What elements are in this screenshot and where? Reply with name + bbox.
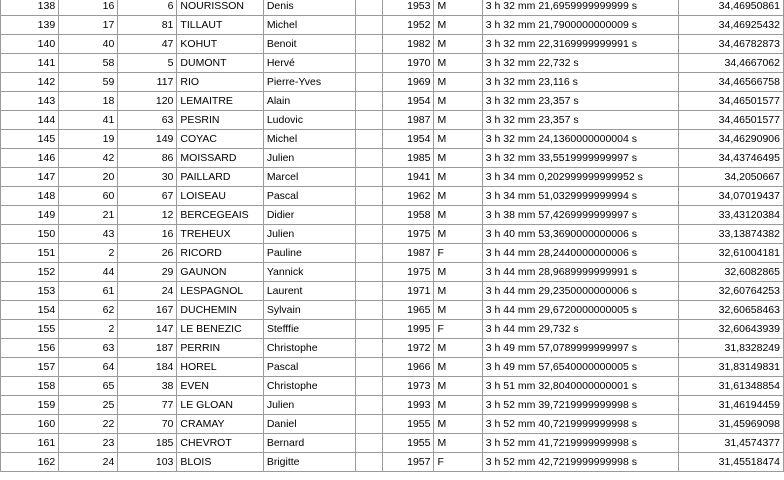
cell-sex[interactable]: M: [434, 54, 482, 73]
cell-first-name[interactable]: Hervé: [263, 54, 356, 73]
cell-overall-rank[interactable]: 157: [1, 358, 59, 377]
cell-sex[interactable]: M: [434, 168, 482, 187]
cell-speed[interactable]: 34,4667062: [679, 54, 784, 73]
cell-birth-year[interactable]: 1957: [382, 453, 434, 472]
cell-time[interactable]: 3 h 34 mm 51,0329999999994 s: [482, 187, 678, 206]
cell-bib-number[interactable]: 147: [118, 320, 177, 339]
cell-speed[interactable]: 34,46925432: [679, 16, 784, 35]
cell-empty[interactable]: [356, 73, 382, 92]
table-row: [1, 282, 784, 301]
cell-birth-year[interactable]: 1995: [382, 320, 434, 339]
cell-bib-number[interactable]: 30: [118, 168, 177, 187]
table-row: [1, 434, 784, 453]
table-row: [1, 111, 784, 130]
cell-category-rank[interactable]: 17: [59, 16, 118, 35]
cell-time[interactable]: 3 h 52 mm 42,7219999999998 s: [482, 453, 678, 472]
results-table-body: [1, 0, 784, 472]
cell-first-name[interactable]: Pascal: [263, 187, 356, 206]
cell-birth-year[interactable]: 1971: [382, 282, 434, 301]
cell-category-rank[interactable]: 2: [59, 320, 118, 339]
cell-category-rank[interactable]: 61: [59, 282, 118, 301]
cell-birth-year[interactable]: 1965: [382, 301, 434, 320]
cell-overall-rank[interactable]: 162: [1, 453, 59, 472]
cell-category-rank[interactable]: 19: [59, 130, 118, 149]
cell-speed[interactable]: 34,46782873: [679, 35, 784, 54]
cell-first-name[interactable]: Daniel: [263, 415, 356, 434]
cell-birth-year[interactable]: 1987: [382, 111, 434, 130]
cell-bib-number[interactable]: 167: [118, 301, 177, 320]
cell-sex[interactable]: M: [434, 339, 482, 358]
cell-time[interactable]: 3 h 52 mm 41,7219999999998 s: [482, 434, 678, 453]
cell-first-name[interactable]: Julien: [263, 396, 356, 415]
cell-bib-number[interactable]: 77: [118, 396, 177, 415]
cell-first-name[interactable]: Julien: [263, 225, 356, 244]
cell-category-rank[interactable]: 59: [59, 73, 118, 92]
table-row: [1, 73, 784, 92]
cell-birth-year[interactable]: 1941: [382, 168, 434, 187]
cell-sex[interactable]: M: [434, 434, 482, 453]
cell-birth-year[interactable]: 1987: [382, 244, 434, 263]
cell-empty[interactable]: [356, 149, 382, 168]
cell-sex[interactable]: M: [434, 225, 482, 244]
cell-speed[interactable]: 34,46501577: [679, 111, 784, 130]
cell-time[interactable]: 3 h 32 mm 23,116 s: [482, 73, 678, 92]
cell-speed[interactable]: 31,61348854: [679, 377, 784, 396]
cell-last-name[interactable]: HOREL: [177, 358, 263, 377]
table-row: [1, 377, 784, 396]
cell-last-name[interactable]: GAUNON: [177, 263, 263, 282]
cell-time[interactable]: 3 h 49 mm 57,0789999999997 s: [482, 339, 678, 358]
cell-empty[interactable]: [356, 263, 382, 282]
cell-first-name[interactable]: Ludovic: [263, 111, 356, 130]
cell-empty[interactable]: [356, 92, 382, 111]
cell-sex[interactable]: M: [434, 130, 482, 149]
cell-first-name[interactable]: Michel: [263, 130, 356, 149]
cell-category-rank[interactable]: 41: [59, 111, 118, 130]
cell-category-rank[interactable]: 16: [59, 0, 118, 16]
cell-speed[interactable]: 34,43746495: [679, 149, 784, 168]
table-row: [1, 301, 784, 320]
table-row: [1, 244, 784, 263]
cell-last-name[interactable]: RICORD: [177, 244, 263, 263]
cell-sex[interactable]: M: [434, 415, 482, 434]
table-row: [1, 225, 784, 244]
cell-speed[interactable]: 31,4574377: [679, 434, 784, 453]
cell-speed[interactable]: 32,60764253: [679, 282, 784, 301]
cell-category-rank[interactable]: 43: [59, 225, 118, 244]
cell-first-name[interactable]: Laurent: [263, 282, 356, 301]
cell-bib-number[interactable]: 184: [118, 358, 177, 377]
table-row: [1, 453, 784, 472]
cell-last-name[interactable]: PAILLARD: [177, 168, 263, 187]
cell-overall-rank[interactable]: 138: [1, 0, 59, 16]
cell-first-name[interactable]: Alain: [263, 92, 356, 111]
cell-first-name[interactable]: Pauline: [263, 244, 356, 263]
cell-category-rank[interactable]: 20: [59, 168, 118, 187]
cell-first-name[interactable]: Denis: [263, 0, 356, 16]
cell-sex[interactable]: M: [434, 16, 482, 35]
cell-birth-year[interactable]: 1952: [382, 16, 434, 35]
cell-time[interactable]: 3 h 52 mm 39,7219999999998 s: [482, 396, 678, 415]
cell-speed[interactable]: 34,46950861: [679, 0, 784, 16]
cell-empty[interactable]: [356, 339, 382, 358]
cell-sex[interactable]: M: [434, 149, 482, 168]
cell-empty[interactable]: [356, 396, 382, 415]
cell-empty[interactable]: [356, 16, 382, 35]
cell-time[interactable]: 3 h 44 mm 29,732 s: [482, 320, 678, 339]
cell-sex[interactable]: M: [434, 358, 482, 377]
cell-overall-rank[interactable]: 153: [1, 282, 59, 301]
cell-empty[interactable]: [356, 434, 382, 453]
table-row: [1, 54, 784, 73]
cell-last-name[interactable]: PESRIN: [177, 111, 263, 130]
cell-empty[interactable]: [356, 0, 382, 16]
cell-speed[interactable]: 31,8328249: [679, 339, 784, 358]
cell-speed[interactable]: 34,46290906: [679, 130, 784, 149]
cell-category-rank[interactable]: 58: [59, 54, 118, 73]
cell-speed[interactable]: 32,6082865: [679, 263, 784, 282]
cell-category-rank[interactable]: 23: [59, 434, 118, 453]
cell-time[interactable]: 3 h 38 mm 57,4269999999997 s: [482, 206, 678, 225]
cell-time[interactable]: 3 h 34 mm 0,202999999999952 s: [482, 168, 678, 187]
cell-last-name[interactable]: NOURISSON: [177, 0, 263, 16]
cell-time[interactable]: 3 h 44 mm 29,6720000000005 s: [482, 301, 678, 320]
cell-bib-number[interactable]: 81: [118, 16, 177, 35]
cell-empty[interactable]: [356, 244, 382, 263]
cell-sex[interactable]: M: [434, 187, 482, 206]
cell-last-name[interactable]: TREHEUX: [177, 225, 263, 244]
cell-first-name[interactable]: Yannick: [263, 263, 356, 282]
cell-first-name[interactable]: Bernard: [263, 434, 356, 453]
cell-first-name[interactable]: Michel: [263, 16, 356, 35]
cell-first-name[interactable]: Marcel: [263, 168, 356, 187]
cell-overall-rank[interactable]: 139: [1, 16, 59, 35]
cell-time[interactable]: 3 h 32 mm 22,3169999999991 s: [482, 35, 678, 54]
cell-first-name[interactable]: Brigitte: [263, 453, 356, 472]
cell-sex[interactable]: M: [434, 396, 482, 415]
cell-bib-number[interactable]: 117: [118, 73, 177, 92]
cell-bib-number[interactable]: 70: [118, 415, 177, 434]
cell-category-rank[interactable]: 40: [59, 35, 118, 54]
cell-bib-number[interactable]: 120: [118, 92, 177, 111]
cell-overall-rank[interactable]: 154: [1, 301, 59, 320]
table-row: [1, 339, 784, 358]
cell-last-name[interactable]: LE BENEZIC: [177, 320, 263, 339]
cell-last-name[interactable]: DUMONT: [177, 54, 263, 73]
cell-category-rank[interactable]: 42: [59, 149, 118, 168]
cell-birth-year[interactable]: 1975: [382, 263, 434, 282]
cell-overall-rank[interactable]: 148: [1, 187, 59, 206]
cell-birth-year[interactable]: 1958: [382, 206, 434, 225]
cell-bib-number[interactable]: 67: [118, 187, 177, 206]
cell-empty[interactable]: [356, 111, 382, 130]
cell-category-rank[interactable]: 24: [59, 453, 118, 472]
cell-empty[interactable]: [356, 187, 382, 206]
cell-sex[interactable]: M: [434, 263, 482, 282]
cell-speed[interactable]: 32,61004181: [679, 244, 784, 263]
cell-overall-rank[interactable]: 152: [1, 263, 59, 282]
cell-empty[interactable]: [356, 358, 382, 377]
cell-bib-number[interactable]: 86: [118, 149, 177, 168]
cell-speed[interactable]: 31,83149831: [679, 358, 784, 377]
table-row: [1, 206, 784, 225]
cell-category-rank[interactable]: 21: [59, 206, 118, 225]
cell-birth-year[interactable]: 1982: [382, 35, 434, 54]
cell-first-name[interactable]: Stefffie: [263, 320, 356, 339]
cell-birth-year[interactable]: 1975: [382, 225, 434, 244]
cell-empty[interactable]: [356, 54, 382, 73]
cell-overall-rank[interactable]: 160: [1, 415, 59, 434]
cell-empty[interactable]: [356, 320, 382, 339]
cell-bib-number[interactable]: 16: [118, 225, 177, 244]
cell-last-name[interactable]: DUCHEMIN: [177, 301, 263, 320]
table-row: [1, 0, 784, 16]
cell-bib-number[interactable]: 185: [118, 434, 177, 453]
table-row: [1, 358, 784, 377]
cell-time[interactable]: 3 h 44 mm 28,2440000000006 s: [482, 244, 678, 263]
cell-last-name[interactable]: CHEVROT: [177, 434, 263, 453]
cell-overall-rank[interactable]: 161: [1, 434, 59, 453]
cell-sex[interactable]: M: [434, 377, 482, 396]
cell-first-name[interactable]: Christophe: [263, 377, 356, 396]
cell-last-name[interactable]: PERRIN: [177, 339, 263, 358]
cell-time[interactable]: 3 h 44 mm 29,2350000000006 s: [482, 282, 678, 301]
cell-speed[interactable]: 32,60643939: [679, 320, 784, 339]
cell-birth-year[interactable]: 1955: [382, 415, 434, 434]
cell-sex[interactable]: M: [434, 111, 482, 130]
cell-time[interactable]: 3 h 44 mm 28,9689999999991 s: [482, 263, 678, 282]
cell-speed[interactable]: 33,43120384: [679, 206, 784, 225]
cell-speed[interactable]: 34,2050667: [679, 168, 784, 187]
cell-speed[interactable]: 33,13874382: [679, 225, 784, 244]
cell-birth-year[interactable]: 1973: [382, 377, 434, 396]
cell-bib-number[interactable]: 187: [118, 339, 177, 358]
cell-category-rank[interactable]: 22: [59, 415, 118, 434]
cell-first-name[interactable]: Pascal: [263, 358, 356, 377]
cell-sex[interactable]: M: [434, 35, 482, 54]
cell-empty[interactable]: [356, 453, 382, 472]
cell-category-rank[interactable]: 18: [59, 92, 118, 111]
cell-empty[interactable]: [356, 301, 382, 320]
cell-last-name[interactable]: LOISEAU: [177, 187, 263, 206]
cell-birth-year[interactable]: 1972: [382, 339, 434, 358]
cell-birth-year[interactable]: 1962: [382, 187, 434, 206]
cell-birth-year[interactable]: 1970: [382, 54, 434, 73]
cell-birth-year[interactable]: 1969: [382, 73, 434, 92]
cell-sex[interactable]: F: [434, 244, 482, 263]
cell-bib-number[interactable]: 63: [118, 111, 177, 130]
cell-speed[interactable]: 31,46194459: [679, 396, 784, 415]
cell-category-rank[interactable]: 2: [59, 244, 118, 263]
cell-empty[interactable]: [356, 415, 382, 434]
cell-speed[interactable]: 31,45518474: [679, 453, 784, 472]
cell-bib-number[interactable]: 103: [118, 453, 177, 472]
table-row: [1, 16, 784, 35]
cell-last-name[interactable]: EVEN: [177, 377, 263, 396]
cell-bib-number[interactable]: 38: [118, 377, 177, 396]
cell-overall-rank[interactable]: 159: [1, 396, 59, 415]
cell-category-rank[interactable]: 62: [59, 301, 118, 320]
cell-overall-rank[interactable]: 144: [1, 111, 59, 130]
cell-first-name[interactable]: Julien: [263, 149, 356, 168]
cell-speed[interactable]: 31,45969098: [679, 415, 784, 434]
cell-birth-year[interactable]: 1966: [382, 358, 434, 377]
cell-bib-number[interactable]: 149: [118, 130, 177, 149]
cell-last-name[interactable]: MOISSARD: [177, 149, 263, 168]
cell-empty[interactable]: [356, 206, 382, 225]
cell-sex[interactable]: M: [434, 206, 482, 225]
cell-birth-year[interactable]: 1955: [382, 434, 434, 453]
cell-sex[interactable]: M: [434, 301, 482, 320]
cell-sex[interactable]: F: [434, 320, 482, 339]
cell-birth-year[interactable]: 1954: [382, 130, 434, 149]
table-row: [1, 92, 784, 111]
cell-overall-rank[interactable]: 141: [1, 54, 59, 73]
cell-overall-rank[interactable]: 150: [1, 225, 59, 244]
cell-birth-year[interactable]: 1985: [382, 149, 434, 168]
cell-bib-number[interactable]: 29: [118, 263, 177, 282]
cell-time[interactable]: 3 h 32 mm 33,5519999999997 s: [482, 149, 678, 168]
cell-time[interactable]: 3 h 40 mm 53,3690000000006 s: [482, 225, 678, 244]
cell-speed[interactable]: 34,46566758: [679, 73, 784, 92]
cell-last-name[interactable]: LE GLOAN: [177, 396, 263, 415]
cell-overall-rank[interactable]: 156: [1, 339, 59, 358]
cell-sex[interactable]: M: [434, 92, 482, 111]
cell-bib-number[interactable]: 26: [118, 244, 177, 263]
cell-overall-rank[interactable]: 145: [1, 130, 59, 149]
cell-bib-number[interactable]: 24: [118, 282, 177, 301]
cell-overall-rank[interactable]: 149: [1, 206, 59, 225]
cell-last-name[interactable]: TILLAUT: [177, 16, 263, 35]
cell-empty[interactable]: [356, 225, 382, 244]
cell-empty[interactable]: [356, 130, 382, 149]
cell-sex[interactable]: F: [434, 453, 482, 472]
cell-last-name[interactable]: BLOIS: [177, 453, 263, 472]
cell-category-rank[interactable]: 25: [59, 396, 118, 415]
table-row: [1, 35, 784, 54]
cell-time[interactable]: 3 h 32 mm 21,6959999999999 s: [482, 0, 678, 16]
cell-bib-number[interactable]: 47: [118, 35, 177, 54]
cell-first-name[interactable]: Sylvain: [263, 301, 356, 320]
table-row: [1, 168, 784, 187]
table-row: [1, 149, 784, 168]
cell-empty[interactable]: [356, 282, 382, 301]
table-row: [1, 396, 784, 415]
cell-overall-rank[interactable]: 151: [1, 244, 59, 263]
cell-last-name[interactable]: BERCEGEAIS: [177, 206, 263, 225]
cell-category-rank[interactable]: 63: [59, 339, 118, 358]
cell-last-name[interactable]: KOHUT: [177, 35, 263, 54]
cell-bib-number[interactable]: 5: [118, 54, 177, 73]
cell-time[interactable]: 3 h 49 mm 57,6540000000005 s: [482, 358, 678, 377]
table-row: [1, 415, 784, 434]
cell-empty[interactable]: [356, 168, 382, 187]
cell-speed[interactable]: 34,07019437: [679, 187, 784, 206]
table-row: [1, 187, 784, 206]
cell-time[interactable]: 3 h 32 mm 21,7900000000009 s: [482, 16, 678, 35]
cell-first-name[interactable]: Pierre-Yves: [263, 73, 356, 92]
cell-overall-rank[interactable]: 146: [1, 149, 59, 168]
cell-sex[interactable]: M: [434, 73, 482, 92]
cell-overall-rank[interactable]: 147: [1, 168, 59, 187]
cell-category-rank[interactable]: 60: [59, 187, 118, 206]
cell-first-name[interactable]: Christophe: [263, 339, 356, 358]
cell-category-rank[interactable]: 64: [59, 358, 118, 377]
cell-last-name[interactable]: RIO: [177, 73, 263, 92]
cell-sex[interactable]: M: [434, 282, 482, 301]
cell-overall-rank[interactable]: 140: [1, 35, 59, 54]
cell-overall-rank[interactable]: 143: [1, 92, 59, 111]
table-row: [1, 263, 784, 282]
table-row: [1, 320, 784, 339]
cell-speed[interactable]: 32,60658463: [679, 301, 784, 320]
cell-speed[interactable]: 34,46501577: [679, 92, 784, 111]
cell-category-rank[interactable]: 65: [59, 377, 118, 396]
cell-bib-number[interactable]: 12: [118, 206, 177, 225]
cell-last-name[interactable]: LESPAGNOL: [177, 282, 263, 301]
cell-last-name[interactable]: CRAMAY: [177, 415, 263, 434]
cell-empty[interactable]: [356, 377, 382, 396]
cell-time[interactable]: 3 h 52 mm 40,7219999999998 s: [482, 415, 678, 434]
cell-time[interactable]: 3 h 32 mm 23,357 s: [482, 111, 678, 130]
cell-bib-number[interactable]: 6: [118, 0, 177, 16]
cell-last-name[interactable]: COYAC: [177, 130, 263, 149]
cell-overall-rank[interactable]: 155: [1, 320, 59, 339]
cell-last-name[interactable]: LEMAITRE: [177, 92, 263, 111]
cell-overall-rank[interactable]: 158: [1, 377, 59, 396]
cell-empty[interactable]: [356, 35, 382, 54]
cell-category-rank[interactable]: 44: [59, 263, 118, 282]
table-row: [1, 130, 784, 149]
cell-birth-year[interactable]: 1954: [382, 92, 434, 111]
cell-overall-rank[interactable]: 142: [1, 73, 59, 92]
cell-time[interactable]: 3 h 32 mm 24,1360000000004 s: [482, 130, 678, 149]
cell-first-name[interactable]: Didier: [263, 206, 356, 225]
cell-birth-year[interactable]: 1993: [382, 396, 434, 415]
cell-sex[interactable]: M: [434, 0, 482, 16]
cell-time[interactable]: 3 h 32 mm 22,732 s: [482, 54, 678, 73]
cell-first-name[interactable]: Benoit: [263, 35, 356, 54]
cell-time[interactable]: 3 h 32 mm 23,357 s: [482, 92, 678, 111]
cell-birth-year[interactable]: 1953: [382, 0, 434, 16]
cell-time[interactable]: 3 h 51 mm 32,8040000000001 s: [482, 377, 678, 396]
